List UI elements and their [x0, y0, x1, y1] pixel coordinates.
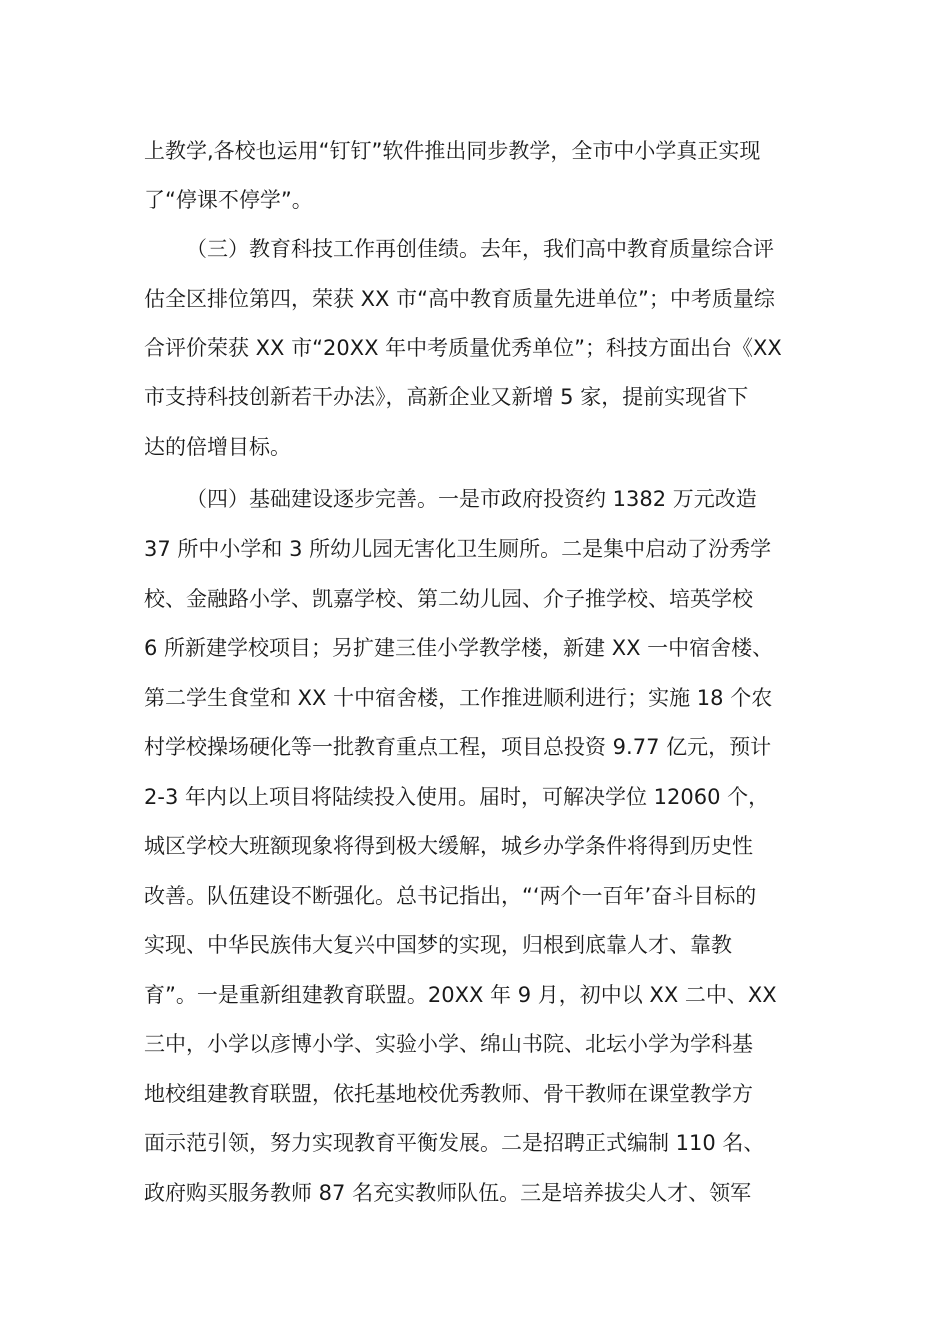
text-line: 改善。队伍建设不断强化。总书记指出，“‘两个一百年’奋斗目标的 — [144, 884, 757, 908]
text-line: 第二学生食堂和 XX 十中宿舍楼，工作推进顺利进行；实施 18 个农 — [144, 686, 773, 710]
text-line: 育”。一是重新组建教育联盟。20XX 年 9 月，初中以 XX 二中、XX — [144, 983, 777, 1007]
text-line: 实现、中华民族伟大复兴中国梦的实现，归根到底靠人才、靠教 — [144, 933, 732, 957]
text-line: 三中，小学以彦博小学、实验小学、绵山书院、北坛小学为学科基 — [144, 1032, 753, 1056]
text-line: 了“停课不停学”。 — [144, 188, 313, 212]
paragraph-heading-3: （三）教育科技工作再创佳绩。去年，我们高中教育质量综合评 — [186, 237, 774, 261]
text-line: 村学校操场硬化等一批教育重点工程，项目总投资 9.77 亿元，预计 — [144, 735, 772, 759]
text-line: 政府购买服务教师 87 名充实教师队伍。三是培养拔尖人才、领军 — [144, 1181, 752, 1205]
text-line: 达的倍增目标。 — [144, 435, 291, 459]
text-line: 地校组建教育联盟，依托基地校优秀教师、骨干教师在课堂教学方 — [144, 1082, 753, 1106]
text-line: 校、金融路小学、凯嘉学校、第二幼儿园、介子推学校、培英学校 — [144, 587, 753, 611]
text-line: 上教学,各校也运用“钉钉”软件推出同步教学，全市中小学真正实现 — [144, 139, 761, 163]
text-line: 面示范引领，努力实现教育平衡发展。二是招聘正式编制 110 名、 — [144, 1131, 765, 1155]
text-line: 2-3 年内以上项目将陆续投入使用。届时，可解决学位 12060 个， — [144, 785, 770, 809]
text-line: 6 所新建学校项目；另扩建三佳小学教学楼，新建 XX 一中宿舍楼、 — [144, 636, 774, 660]
text-line: 市支持科技创新若干办法》，高新企业又新增 5 家，提前实现省下 — [144, 385, 749, 409]
text-line: 估全区排位第四，荣获 XX 市“高中教育质量先进单位”；中考质量综 — [144, 287, 775, 311]
text-line: 合评价荣获 XX 市“20XX 年中考质量优秀单位”；科技方面出台《XX — [144, 336, 782, 360]
paragraph-heading-4: （四）基础建设逐步完善。一是市政府投资约 1382 万元改造 — [186, 487, 757, 511]
text-line: 37 所中小学和 3 所幼儿园无害化卫生厕所。二是集中启动了汾秀学 — [144, 537, 772, 561]
text-line: 城区学校大班额现象将得到极大缓解，城乡办学条件将得到历史性 — [144, 834, 753, 858]
